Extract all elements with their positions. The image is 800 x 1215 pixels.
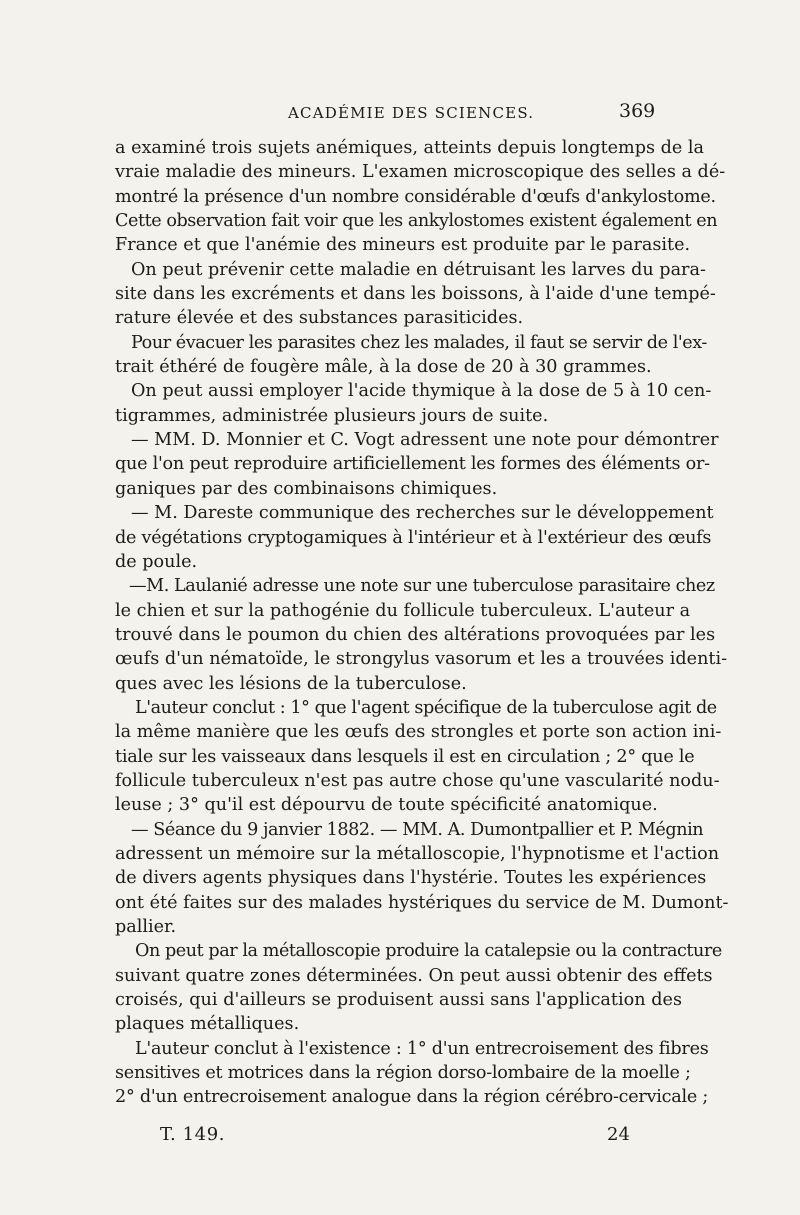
body-text	[115, 136, 729, 1110]
page-header	[0, 100, 800, 130]
text-line: Cette observation fait voir que les ankylostomes existent également en	[115, 211, 718, 232]
text-line: On peut par la métalloscopie produire la catalepsie ou la contracture	[135, 941, 722, 962]
text-line: de divers agents physiques dans l'hystérie. Toutes les expériences	[115, 868, 707, 889]
text-line: leuse ; 3° qu'il est dépourvu de toute spécificité anatomique.	[115, 795, 658, 816]
text-line: trouvé dans le poumon du chien des altérations provoquées par les	[115, 624, 716, 645]
text-line: la même manière que les œufs des strongles et porte son action ini-	[115, 722, 722, 743]
text-line: de végétations cryptogamiques à l'intérieur et à l'extérieur des œufs	[115, 527, 712, 548]
page-footer	[0, 1124, 800, 1154]
page-number: 369	[619, 100, 656, 122]
text-line: plaques métalliques.	[115, 1014, 300, 1035]
text-line: ganiques par des combinaisons chimiques.	[115, 478, 498, 499]
text-line: On peut prévenir cette maladie en détruisant les larves du para-	[131, 259, 706, 280]
text-line: croisés, qui d'ailleurs se produisent aussi sans l'application des	[115, 990, 682, 1011]
text-line: — MM. D. Monnier et C. Vogt adressent une note pour démontrer	[131, 430, 719, 451]
text-line: On peut aussi employer l'acide thymique à la dose de 5 à 10 cen-	[131, 381, 712, 402]
text-line: sensitives et motrices dans la région dorso-lombaire de la moelle ;	[115, 1063, 691, 1084]
text-line: 2° d'un entrecroisement analogue dans la région cérébro-cervicale ;	[115, 1087, 709, 1108]
text-line: follicule tuberculeux n'est pas autre chose qu'une vascularité nodu-	[115, 770, 720, 791]
text-line: tiale sur les vaisseaux dans lesquels il est en circulation ; 2° que le	[115, 746, 695, 767]
text-line: vraie maladie des mineurs. L'examen microscopique des selles a dé-	[115, 162, 726, 183]
text-line: a examiné trois sujets anémiques, atteints depuis longtemps de la	[115, 138, 705, 158]
text-line: France et que l'anémie des mineurs est produite par le parasite.	[115, 235, 691, 256]
text-line: ont été faites sur des malades hystériques du service de M. Dumont-	[115, 892, 729, 913]
signature-mark: 24	[607, 1124, 630, 1145]
text-line: tigrammes, administrée plusieurs jours de suite.	[115, 405, 549, 426]
text-line: L'auteur conclut : 1° que l'agent spécifique de la tuberculose agit de	[135, 697, 717, 718]
text-line: rature élevée et des substances parasiticides.	[115, 308, 524, 329]
text-line: ques avec les lésions de la tuberculose.	[115, 673, 467, 694]
text-line: trait éthéré de fougère mâle, à la dose de 20 à 30 grammes.	[115, 357, 652, 378]
text-line: site dans les excréments et dans les boissons, à l'aide d'une tempé-	[115, 284, 716, 305]
text-line: suivant quatre zones déterminées. On peut aussi obtenir des effets	[115, 965, 713, 986]
volume-mark: T. 149.	[160, 1124, 226, 1145]
text-line: adressent un mémoire sur la métalloscopie, l'hypnotisme et l'action	[115, 843, 720, 864]
text-line: le chien et sur la pathogénie du follicule tuberculeux. L'auteur a	[115, 600, 691, 621]
text-line: que l'on peut reproduire artificiellement les formes des éléments or-	[115, 454, 710, 475]
text-line: œufs d'un nématoïde, le strongylus vasorum et les a trouvées identi-	[115, 649, 728, 670]
text-line: Pour évacuer les parasites chez les malades, il faut se servir de l'ex-	[131, 332, 707, 353]
text-line: pallier.	[115, 917, 177, 937]
text-line: —M. Laulanié adresse une note sur une tuberculose parasitaire chez	[129, 576, 715, 597]
text-line: — Séance du 9 janvier 1882. — MM. A. Dumontpallier et P. Mégnin	[131, 819, 704, 840]
text-line: L'auteur conclut à l'existence : 1° d'un entrecroisement des fibres	[135, 1038, 709, 1059]
text-line: — M. Dareste communique des recherches sur le développement	[131, 503, 714, 524]
text-line: montré la présence d'un nombre considérable d'œufs d'ankylostome.	[115, 186, 716, 207]
text-line: de poule.	[115, 551, 198, 572]
running-title: ACADÉMIE DES SCIENCES.	[288, 104, 535, 122]
